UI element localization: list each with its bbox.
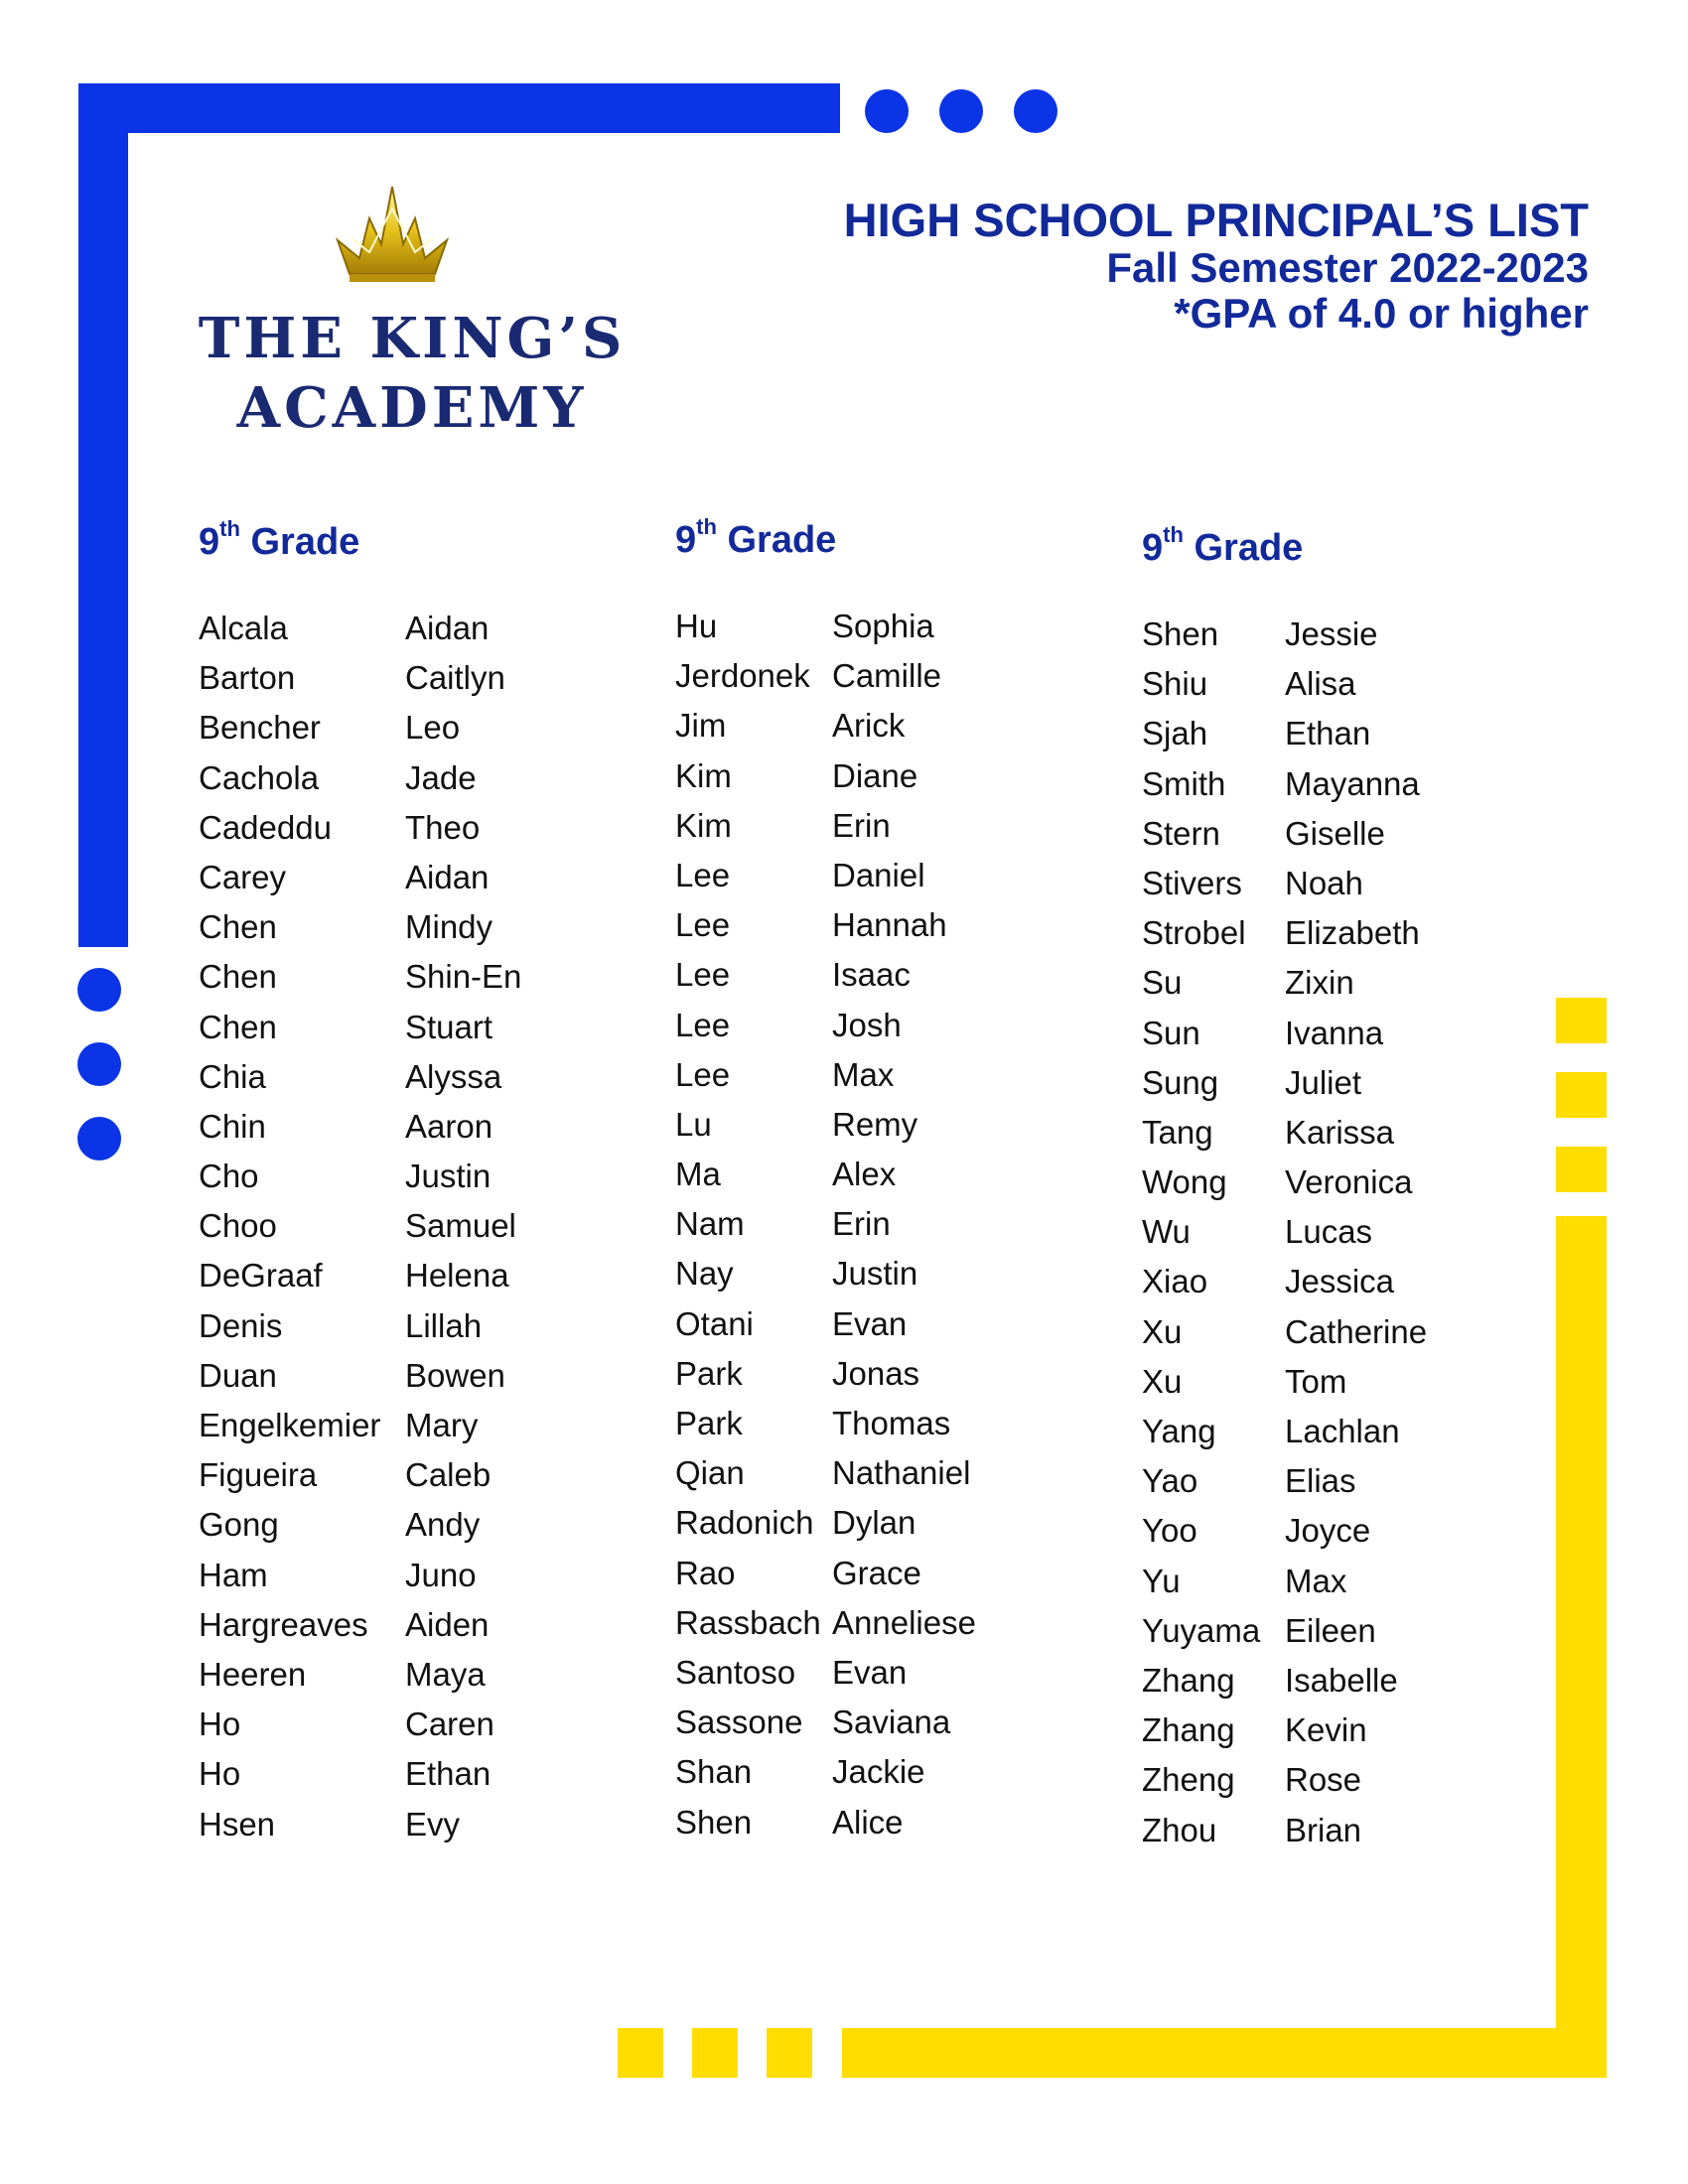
student-last-name: Alcala bbox=[199, 610, 288, 646]
student-last-name: Lee bbox=[675, 906, 731, 944]
page-heading bbox=[695, 194, 1589, 337]
student-first-name: Stuart bbox=[405, 1008, 493, 1045]
student-last-name: Carey bbox=[199, 858, 287, 895]
yellow-square-bottom-2 bbox=[692, 2028, 738, 2078]
student-row bbox=[199, 759, 645, 809]
student-first-name: Hannah bbox=[832, 906, 947, 944]
student-row bbox=[1142, 665, 1589, 715]
student-row bbox=[675, 1604, 1122, 1654]
student-first-name: Daniel bbox=[832, 856, 925, 893]
student-row bbox=[1142, 1812, 1589, 1861]
semester-subtitle: Fall Semester 2022-2023 bbox=[1106, 244, 1589, 291]
student-row bbox=[675, 807, 1122, 857]
student-first-name: Alisa bbox=[1285, 665, 1356, 703]
student-row bbox=[1142, 765, 1589, 815]
student-row bbox=[675, 1704, 1122, 1753]
student-first-name: Noah bbox=[1285, 864, 1363, 901]
blue-frame-left-bar bbox=[78, 83, 128, 947]
student-last-name: Shiu bbox=[1142, 665, 1208, 703]
student-first-name: Anneliese bbox=[832, 1603, 976, 1641]
student-row bbox=[1142, 1114, 1589, 1163]
student-first-name: Evy bbox=[405, 1805, 461, 1843]
yellow-square-bottom-3 bbox=[767, 2028, 812, 2078]
student-row bbox=[1142, 1711, 1589, 1761]
student-row bbox=[675, 757, 1122, 807]
student-last-name: Yang bbox=[1142, 1413, 1216, 1449]
student-last-name: Engelkemier bbox=[199, 1407, 381, 1443]
student-first-name: Thomas bbox=[832, 1405, 951, 1441]
student-last-name: Strobel bbox=[1142, 914, 1246, 952]
student-row bbox=[675, 657, 1122, 707]
student-row bbox=[1142, 865, 1589, 914]
student-first-name: Mary bbox=[405, 1407, 479, 1443]
student-row bbox=[675, 707, 1122, 756]
student-row bbox=[1142, 1563, 1589, 1612]
student-row bbox=[199, 1009, 645, 1058]
student-last-name: Lee bbox=[675, 956, 731, 994]
student-list bbox=[199, 610, 645, 1855]
grade-ordinal-suffix: th bbox=[219, 516, 240, 541]
student-row bbox=[1142, 1462, 1589, 1512]
yellow-frame-bottom-bar bbox=[842, 2028, 1607, 2078]
student-first-name: Nathaniel bbox=[832, 1454, 971, 1492]
student-row bbox=[199, 1158, 645, 1207]
student-last-name: Su bbox=[1142, 964, 1183, 1002]
student-first-name: Remy bbox=[832, 1105, 918, 1143]
student-first-name: Jackie bbox=[832, 1753, 925, 1791]
student-row bbox=[1142, 1263, 1589, 1312]
student-first-name: Elizabeth bbox=[1285, 914, 1420, 952]
student-last-name: Heeren bbox=[199, 1655, 307, 1693]
student-last-name: Chia bbox=[199, 1057, 266, 1095]
student-last-name: Lee bbox=[675, 1055, 731, 1093]
student-last-name: Qian bbox=[675, 1454, 745, 1492]
student-row bbox=[1142, 914, 1589, 964]
grade-number: 9 bbox=[675, 519, 697, 561]
student-first-name: Mayanna bbox=[1285, 764, 1420, 802]
student-last-name: Park bbox=[675, 1354, 743, 1392]
student-row bbox=[199, 1506, 645, 1556]
student-row bbox=[675, 1555, 1122, 1604]
student-row bbox=[199, 958, 645, 1008]
blue-dot-top-2 bbox=[939, 89, 983, 133]
student-first-name: Kevin bbox=[1285, 1711, 1367, 1749]
student-last-name: Wu bbox=[1142, 1213, 1191, 1251]
student-list bbox=[675, 608, 1122, 1853]
student-last-name: Yoo bbox=[1142, 1512, 1197, 1550]
blue-dot-top-3 bbox=[1014, 89, 1057, 133]
student-last-name: Zheng bbox=[1142, 1761, 1235, 1799]
student-first-name: Mindy bbox=[405, 908, 493, 946]
student-row bbox=[675, 608, 1122, 657]
student-last-name: Sung bbox=[1142, 1063, 1219, 1101]
student-first-name: Catherine bbox=[1285, 1312, 1428, 1350]
student-last-name: Stern bbox=[1142, 814, 1220, 852]
student-last-name: Lu bbox=[675, 1105, 712, 1143]
student-row bbox=[675, 1106, 1122, 1156]
student-last-name: Nay bbox=[675, 1255, 734, 1293]
student-row bbox=[675, 1305, 1122, 1355]
student-first-name: Lillah bbox=[405, 1306, 483, 1344]
student-first-name: Juliet bbox=[1285, 1063, 1362, 1101]
blue-dot-left-1 bbox=[77, 968, 121, 1012]
student-last-name: Cachola bbox=[199, 758, 320, 796]
student-last-name: Barton bbox=[199, 659, 296, 697]
student-first-name: Max bbox=[1285, 1562, 1347, 1599]
gpa-criteria: *GPA of 4.0 or higher bbox=[1174, 290, 1589, 337]
student-row bbox=[199, 1108, 645, 1158]
student-last-name: DeGraaf bbox=[199, 1257, 323, 1295]
student-row bbox=[199, 1755, 645, 1805]
student-first-name: Maya bbox=[405, 1655, 486, 1693]
student-row bbox=[675, 1654, 1122, 1704]
grade-ordinal-suffix: th bbox=[696, 514, 717, 539]
blue-dot-left-2 bbox=[77, 1042, 121, 1086]
grade-column-3 bbox=[1142, 522, 1589, 1861]
student-row bbox=[199, 1557, 645, 1606]
student-first-name: Justin bbox=[405, 1158, 492, 1195]
student-first-name: Arick bbox=[832, 707, 906, 745]
student-row bbox=[199, 1058, 645, 1108]
student-last-name: Zhang bbox=[1142, 1661, 1235, 1699]
student-row bbox=[199, 1706, 645, 1755]
student-first-name: Aidan bbox=[405, 858, 490, 895]
student-row bbox=[675, 1504, 1122, 1554]
yellow-square-bottom-1 bbox=[618, 2028, 663, 2078]
student-row bbox=[1142, 1413, 1589, 1462]
student-first-name: Evan bbox=[832, 1653, 908, 1691]
student-first-name: Lucas bbox=[1285, 1213, 1373, 1251]
grade-heading bbox=[1142, 522, 1589, 582]
grade-word: Grade bbox=[1194, 527, 1304, 569]
student-last-name: Chen bbox=[199, 958, 277, 996]
student-row bbox=[675, 857, 1122, 906]
student-row bbox=[199, 1207, 645, 1257]
student-first-name: Caren bbox=[405, 1706, 494, 1743]
student-last-name: Otani bbox=[675, 1304, 754, 1342]
student-first-name: Giselle bbox=[1285, 814, 1385, 852]
student-last-name: Tang bbox=[1142, 1113, 1213, 1151]
student-row bbox=[675, 1804, 1122, 1853]
student-last-name: Yu bbox=[1142, 1562, 1181, 1599]
student-last-name: Shen bbox=[675, 1803, 753, 1841]
student-first-name: Eileen bbox=[1285, 1611, 1376, 1649]
student-row bbox=[1142, 1612, 1589, 1662]
student-row bbox=[1142, 615, 1589, 665]
student-last-name: Ma bbox=[675, 1156, 721, 1193]
student-last-name: Ham bbox=[199, 1556, 268, 1593]
grade-number: 9 bbox=[199, 521, 220, 563]
student-first-name: Bowen bbox=[405, 1356, 505, 1394]
student-first-name: Jessie bbox=[1285, 615, 1378, 652]
student-first-name: Alex bbox=[832, 1156, 897, 1193]
student-last-name: Rao bbox=[675, 1554, 736, 1591]
student-last-name: Jim bbox=[675, 707, 727, 745]
student-last-name: Shan bbox=[675, 1753, 753, 1791]
student-row bbox=[1142, 815, 1589, 865]
school-logo bbox=[179, 179, 645, 447]
student-first-name: Isaac bbox=[832, 956, 911, 994]
student-row bbox=[675, 1753, 1122, 1803]
student-last-name: Chin bbox=[199, 1107, 266, 1145]
student-last-name: Denis bbox=[199, 1306, 283, 1344]
student-row bbox=[1142, 1064, 1589, 1114]
student-first-name: Tom bbox=[1285, 1362, 1347, 1400]
student-first-name: Sophia bbox=[832, 608, 934, 644]
grade-column-2 bbox=[675, 514, 1122, 1853]
grade-heading bbox=[199, 516, 645, 576]
student-last-name: Sassone bbox=[675, 1704, 803, 1741]
student-first-name: Erin bbox=[832, 1205, 891, 1243]
student-first-name: Joyce bbox=[1285, 1512, 1371, 1550]
grade-number: 9 bbox=[1142, 527, 1164, 569]
student-row bbox=[675, 1156, 1122, 1205]
student-row bbox=[199, 1456, 645, 1506]
student-row bbox=[1142, 1313, 1589, 1363]
student-last-name: Lee bbox=[675, 856, 731, 893]
student-last-name: Xu bbox=[1142, 1312, 1183, 1350]
logo-text-line1: THE KING’S bbox=[198, 306, 627, 371]
grade-column-1 bbox=[199, 516, 645, 1855]
student-last-name: Cho bbox=[199, 1158, 259, 1195]
student-last-name: Zhou bbox=[1142, 1811, 1217, 1848]
student-first-name: Caitlyn bbox=[405, 659, 505, 697]
student-first-name: Helena bbox=[405, 1257, 509, 1295]
student-row bbox=[199, 659, 645, 709]
student-last-name: Duan bbox=[199, 1356, 277, 1394]
student-row bbox=[1142, 1163, 1589, 1213]
student-last-name: Rassbach bbox=[675, 1603, 821, 1641]
blue-dot-top-1 bbox=[865, 89, 909, 133]
student-first-name: Max bbox=[832, 1055, 895, 1093]
student-first-name: Karissa bbox=[1285, 1113, 1395, 1151]
student-first-name: Lachlan bbox=[1285, 1413, 1400, 1449]
blue-frame-top-bar bbox=[78, 83, 840, 133]
student-first-name: Justin bbox=[832, 1255, 918, 1293]
student-first-name: Shin-En bbox=[405, 958, 522, 996]
blue-dot-left-3 bbox=[77, 1117, 121, 1160]
student-first-name: Elias bbox=[1285, 1462, 1356, 1500]
student-first-name: Ivanna bbox=[1285, 1014, 1384, 1051]
student-last-name: Lee bbox=[675, 1006, 731, 1043]
student-last-name: Zhang bbox=[1142, 1711, 1235, 1749]
student-last-name: Hsen bbox=[199, 1805, 276, 1843]
student-row bbox=[1142, 964, 1589, 1014]
grade-ordinal-suffix: th bbox=[1163, 522, 1184, 547]
student-last-name: Chen bbox=[199, 908, 277, 946]
student-first-name: Theo bbox=[405, 808, 481, 846]
student-row bbox=[1142, 715, 1589, 764]
student-last-name: Cadeddu bbox=[199, 808, 332, 846]
student-last-name: Hu bbox=[675, 608, 718, 644]
student-last-name: Shen bbox=[1142, 615, 1219, 652]
student-last-name: Radonich bbox=[675, 1504, 814, 1542]
student-row bbox=[199, 908, 645, 958]
student-row bbox=[199, 1656, 645, 1706]
student-row bbox=[199, 1307, 645, 1357]
student-first-name: Aidan bbox=[405, 610, 490, 646]
student-first-name: Aiden bbox=[405, 1605, 490, 1643]
student-first-name: Jade bbox=[405, 758, 477, 796]
student-last-name: Sjah bbox=[1142, 715, 1208, 752]
student-first-name: Leo bbox=[405, 709, 461, 747]
student-row bbox=[675, 1056, 1122, 1106]
student-row bbox=[199, 709, 645, 758]
logo-text-line2: ACADEMY bbox=[236, 375, 588, 441]
student-first-name: Brian bbox=[1285, 1811, 1362, 1848]
student-last-name: Smith bbox=[1142, 764, 1226, 802]
student-row bbox=[199, 859, 645, 908]
student-last-name: Kim bbox=[675, 806, 732, 844]
page-title: HIGH SCHOOL PRINCIPAL’S LIST bbox=[843, 194, 1589, 246]
student-last-name: Gong bbox=[199, 1506, 279, 1544]
crown-icon bbox=[326, 179, 460, 288]
student-list bbox=[1142, 615, 1589, 1861]
student-last-name: Yuyama bbox=[1142, 1611, 1261, 1649]
student-row bbox=[1142, 1213, 1589, 1263]
student-last-name: Hargreaves bbox=[199, 1605, 368, 1643]
student-last-name: Stivers bbox=[1142, 864, 1242, 901]
student-row bbox=[1142, 1015, 1589, 1064]
student-row bbox=[199, 1407, 645, 1456]
student-row bbox=[199, 1357, 645, 1407]
grade-word: Grade bbox=[250, 521, 360, 563]
student-first-name: Andy bbox=[405, 1506, 481, 1544]
student-last-name: Ho bbox=[199, 1706, 241, 1743]
grade-heading bbox=[675, 514, 1122, 574]
student-row bbox=[675, 1355, 1122, 1405]
student-row bbox=[1142, 1512, 1589, 1562]
student-first-name: Aaron bbox=[405, 1107, 493, 1145]
student-row bbox=[1142, 1662, 1589, 1711]
student-first-name: Samuel bbox=[405, 1207, 516, 1245]
student-last-name: Nam bbox=[675, 1205, 745, 1243]
student-last-name: Figueira bbox=[199, 1456, 318, 1494]
student-first-name: Dylan bbox=[832, 1504, 916, 1542]
student-row bbox=[675, 1255, 1122, 1304]
student-first-name: Ethan bbox=[405, 1755, 492, 1793]
student-first-name: Saviana bbox=[832, 1704, 951, 1741]
student-first-name: Isabelle bbox=[1285, 1661, 1398, 1699]
student-row bbox=[675, 906, 1122, 956]
student-last-name: Choo bbox=[199, 1207, 277, 1245]
student-last-name: Wong bbox=[1142, 1163, 1227, 1201]
student-last-name: Yao bbox=[1142, 1462, 1198, 1500]
student-first-name: Veronica bbox=[1285, 1163, 1413, 1201]
student-first-name: Juno bbox=[405, 1556, 477, 1593]
student-first-name: Erin bbox=[832, 806, 891, 844]
student-row bbox=[675, 1454, 1122, 1504]
student-first-name: Alyssa bbox=[405, 1057, 502, 1095]
student-first-name: Zixin bbox=[1285, 964, 1354, 1002]
student-first-name: Evan bbox=[832, 1304, 908, 1342]
student-last-name: Santoso bbox=[675, 1653, 796, 1691]
student-row bbox=[199, 1606, 645, 1656]
student-row bbox=[199, 1806, 645, 1855]
student-row bbox=[675, 1405, 1122, 1454]
student-first-name: Ethan bbox=[1285, 715, 1371, 752]
student-last-name: Sun bbox=[1142, 1014, 1200, 1051]
student-first-name: Jonas bbox=[832, 1354, 920, 1392]
student-row bbox=[675, 1205, 1122, 1255]
student-row bbox=[1142, 1761, 1589, 1811]
student-last-name: Bencher bbox=[199, 709, 321, 747]
student-row bbox=[199, 610, 645, 659]
student-first-name: Caleb bbox=[405, 1456, 492, 1494]
student-last-name: Park bbox=[675, 1405, 743, 1441]
student-first-name: Rose bbox=[1285, 1761, 1362, 1799]
student-first-name: Grace bbox=[832, 1554, 921, 1591]
student-last-name: Xu bbox=[1142, 1362, 1183, 1400]
student-last-name: Kim bbox=[675, 756, 732, 794]
student-first-name: Jessica bbox=[1285, 1263, 1395, 1300]
student-last-name: Xiao bbox=[1142, 1263, 1208, 1300]
student-row bbox=[199, 1257, 645, 1306]
student-first-name: Camille bbox=[832, 657, 942, 695]
student-first-name: Josh bbox=[832, 1006, 902, 1043]
student-row bbox=[675, 1007, 1122, 1056]
student-first-name: Diane bbox=[832, 756, 918, 794]
student-row bbox=[675, 956, 1122, 1006]
grade-word: Grade bbox=[727, 519, 837, 561]
student-last-name: Ho bbox=[199, 1755, 241, 1793]
student-first-name: Alice bbox=[832, 1803, 904, 1841]
student-last-name: Chen bbox=[199, 1008, 277, 1045]
student-row bbox=[1142, 1363, 1589, 1413]
student-row bbox=[199, 809, 645, 859]
student-last-name: Jerdonek bbox=[675, 657, 810, 695]
